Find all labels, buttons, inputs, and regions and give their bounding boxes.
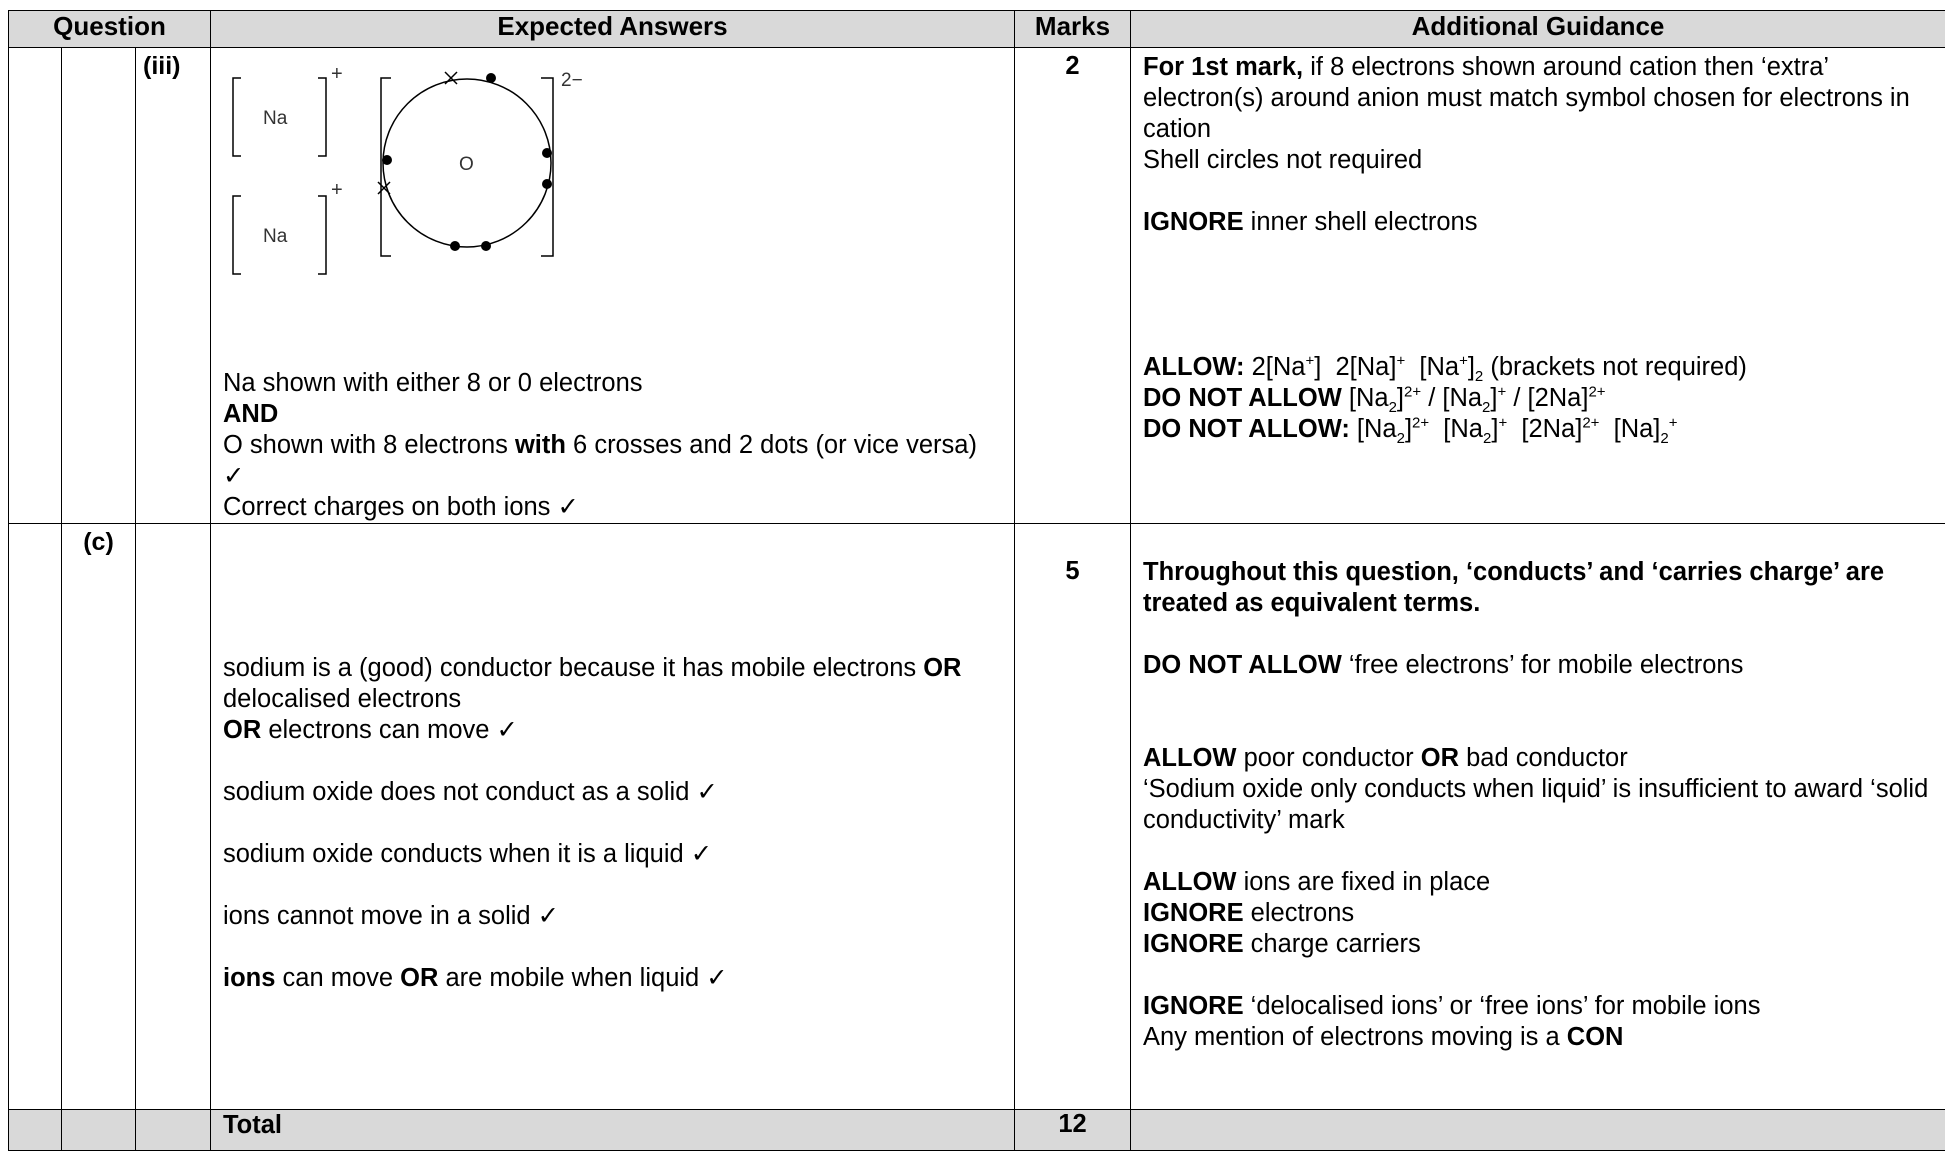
guidance-c-ignore-1: IGNORE xyxy=(1143,899,1244,927)
guidance-iii-shell-circles: Shell circles not required xyxy=(1143,146,1423,174)
total-label: Total xyxy=(211,1110,1015,1151)
question-label-iii: (iii) xyxy=(136,48,211,524)
guidance-iii-first-mark: For 1st mark, xyxy=(1143,53,1304,81)
row-c xyxy=(9,524,1945,1110)
guidance-c-throughout: Throughout this question, ‘conducts’ and ‘carries charge’ are treated as equivalent terms. xyxy=(1143,558,1885,617)
answer-c-6a: ions xyxy=(223,964,276,992)
o-symbol: O xyxy=(459,154,474,175)
question-label-c: (c) xyxy=(62,524,136,1110)
expected-answer-iii xyxy=(211,48,1015,524)
answer-c-2b: electrons can move ✓ xyxy=(261,716,518,744)
header-additional-guidance: Additional Guidance xyxy=(1131,11,1945,48)
marks-c xyxy=(1015,524,1131,1110)
dot-cross-diagram xyxy=(223,56,603,301)
marks-iii: 2 xyxy=(1015,48,1131,524)
anion-charge: 2− xyxy=(561,70,583,91)
q-col-1 xyxy=(9,524,62,1110)
answer-c-2a: OR xyxy=(223,716,262,744)
guidance-iii-ignore: IGNORE xyxy=(1143,208,1244,236)
guidance-c-ignore-3: IGNORE xyxy=(1143,992,1244,1020)
guidance-iii-ignore-text: inner shell electrons xyxy=(1243,208,1478,236)
header-question: Question xyxy=(9,11,211,48)
guidance-c-ignore-2: IGNORE xyxy=(1143,930,1244,958)
answer-c-3: sodium oxide does not conduct as a solid ✓ xyxy=(223,778,718,806)
guidance-c-allow-2: ALLOW xyxy=(1143,868,1237,896)
answer-c-6c: OR xyxy=(400,964,439,992)
guidance-iii-brackets-note: (brackets not required) xyxy=(1483,353,1747,381)
guidance-c-allow-2b: ions are fixed in place xyxy=(1236,868,1491,896)
mark-scheme-table xyxy=(8,10,1945,1151)
guidance-c-ignore-2b: charge carriers xyxy=(1243,930,1421,958)
guidance-c-dna-text: ‘free electrons’ for mobile electrons xyxy=(1341,651,1744,679)
guidance-c-insufficient: ‘Sodium oxide only conducts when liquid’ is insufficient to award ‘solid conductivity’ mark xyxy=(1143,775,1929,834)
guidance-c-allow-1b: poor conductor xyxy=(1236,744,1421,772)
total-row xyxy=(9,1110,1945,1151)
answer-c-6d: are mobile when liquid ✓ xyxy=(438,964,728,992)
guidance-iii-formulae: ALLOW: 2[Na+] 2[Na]+ $[Na^+]_2$ (brackets not required) DO NOT ALLOW $[Na_2]^{2+} / [Na_2]^+ / [2Na]^{2+}$ DO NOT ALLOW: $[Na_2]^{2+}$ $[Na_2]^+$ $[2Na]^{2+}$ $[Na]_2^+$ xyxy=(1143,352,1747,448)
guidance-c-con-a: Any mention of electrons moving is a xyxy=(1143,1023,1567,1051)
answer-iii-line-3b: with xyxy=(514,431,566,459)
guidance-iii-do-not-allow-2: DO NOT ALLOW xyxy=(1143,415,1342,443)
answer-c-6b: can move xyxy=(275,964,401,992)
answer-c-1a: sodium is a (good) conductor because it has mobile electrons xyxy=(223,654,924,682)
guidance-iii-do-not-allow-1: DO NOT ALLOW xyxy=(1143,384,1342,412)
marks-c-value: 5 xyxy=(1065,557,1080,585)
q-col-1 xyxy=(9,48,62,524)
total-marks: 12 xyxy=(1015,1110,1131,1151)
guidance-c-ignore-1b: electrons xyxy=(1243,899,1355,927)
cation-charge-2: + xyxy=(331,179,343,201)
guidance-iii-first-mark-text: if 8 electrons shown around cation then ‘extra’ electron(s) around anion must match symbol chosen for electrons in cation xyxy=(1143,53,1910,143)
guidance-iii-allow: ALLOW: xyxy=(1143,353,1245,381)
q-col-2 xyxy=(62,48,136,524)
q-col-3 xyxy=(136,524,211,1110)
answer-c-5: ions cannot move in a solid ✓ xyxy=(223,902,560,930)
cation-charge-1: + xyxy=(331,63,343,85)
answer-iii-line-3c: 6 crosses and 2 dots (or vice versa) ✓ xyxy=(223,431,977,490)
expected-answer-c xyxy=(211,524,1015,1110)
answer-c-4: sodium oxide conducts when it is a liquid ✓ xyxy=(223,840,713,868)
answer-c-1c: delocalised electrons xyxy=(223,685,462,713)
answer-c-1b: OR xyxy=(923,654,962,682)
answer-iii-line-1: Na shown with either 8 or 0 electrons xyxy=(223,369,643,397)
guidance-c-allow-1d: bad conductor xyxy=(1459,744,1628,772)
header-marks: Marks xyxy=(1015,11,1131,48)
guidance-c-con-b: CON xyxy=(1566,1023,1624,1051)
answer-iii-and: AND xyxy=(223,400,279,428)
na-symbol-2: Na xyxy=(263,226,288,247)
guidance-iii xyxy=(1131,48,1945,524)
answer-iii-line-3a: O shown with 8 electrons xyxy=(223,431,515,459)
header-row xyxy=(9,11,1945,48)
guidance-c-ignore-3b: ‘delocalised ions’ or ‘free ions’ for mobile ions xyxy=(1243,992,1761,1020)
na-symbol-1: Na xyxy=(263,108,288,129)
guidance-c-allow-1c: OR xyxy=(1420,744,1460,772)
answer-iii-line-4: Correct charges on both ions ✓ xyxy=(223,493,579,521)
guidance-c xyxy=(1131,524,1945,1110)
row-iii xyxy=(9,48,1945,524)
guidance-c-dna: DO NOT ALLOW xyxy=(1143,651,1342,679)
header-expected-answers: Expected Answers xyxy=(211,11,1015,48)
guidance-c-allow-1: ALLOW xyxy=(1143,744,1237,772)
